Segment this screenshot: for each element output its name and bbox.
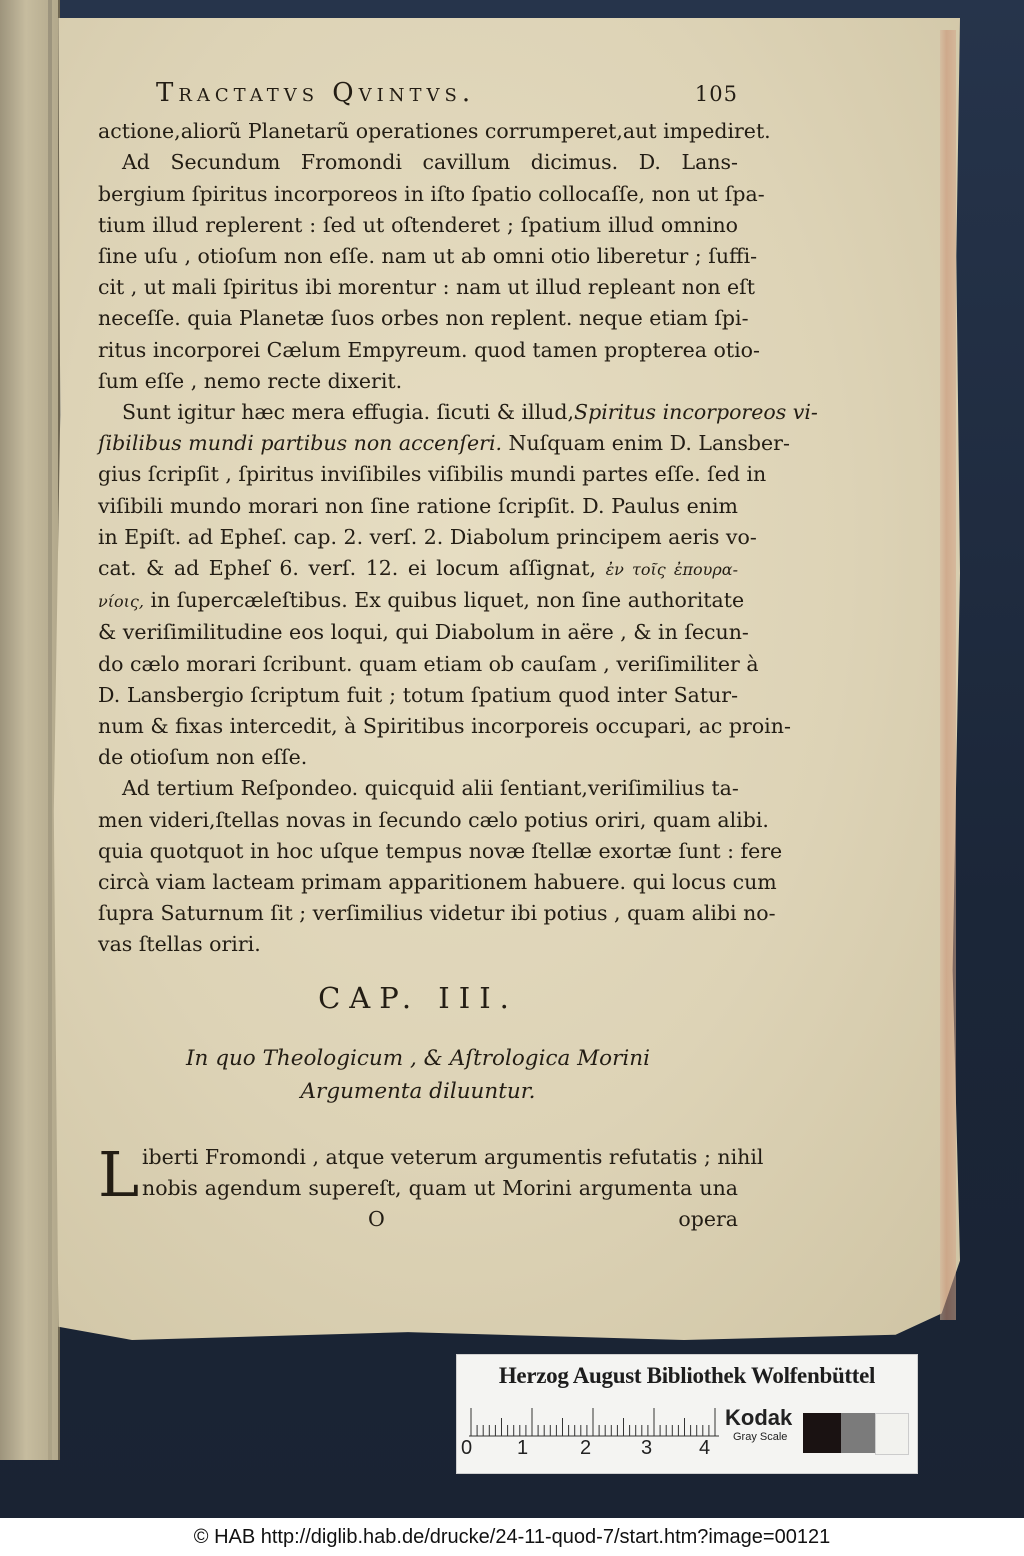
page-footer-marks [98,1204,738,1235]
greek-phrase: ἐν τοῖς ἐπουρα- [605,560,738,580]
running-header [156,78,738,110]
drop-cap: L [98,1137,140,1211]
text-line: & veriſimilitudine eos loqui, qui Diabolum in aëre , & in ſecun- [98,620,749,645]
card-title: Herzog August Bibliothek Wolfenbüttel [498,1363,876,1388]
color-calibration-card [456,1354,918,1474]
ruler-numbers [461,1437,711,1461]
text-line: men videri,ſtellas novas in ſecundo cælo potius oriri, quam alibi. [98,807,769,832]
text-line: actione,aliorũ Planetarũ operationes corrumperet,aut impediret. [98,119,771,144]
text-line: cat. & ad Epheſ 6. verſ. 12. ei locum aſſignat, ἐν τοῖς ἐπουρα- [98,556,738,581]
page-number: 105 [694,82,738,106]
ruler-number: 0 [461,1437,473,1459]
ruler-number: 1 [517,1437,529,1459]
ruler-number: 3 [641,1437,653,1459]
paragraph-3 [98,397,818,773]
signature-mark: O [368,1207,385,1232]
ruler-number: 2 [580,1437,592,1459]
text-line: tium illud replerent : ſed ut oſtenderet ; ſpatium illud omnino [98,212,738,237]
swatch-white [875,1413,909,1455]
text-line: vas ſtellas oriri. [98,932,261,957]
ruler-scale [469,1407,719,1437]
text-line: iberti Fromondi , atque veterum argumentis refutatis ; nihil [142,1144,764,1169]
chapter-heading: CAP. III. [318,980,518,1015]
previous-leaf-edge [0,0,60,1460]
italic-quote: ſibilibus mundi partibus non accenſeri. [98,431,503,456]
text-line: ſine uſu , otioſum non eſſe. nam ut ab omni otio liberetur ; ſuffi- [98,244,758,269]
text-line: ſum eſſe , nemo recte dixerit. [98,368,403,393]
header-title: Tractatvs Qvintvs. [156,78,476,108]
text-line: D. Lansbergio ſcriptum fuit ; totum ſpatium quod inter Satur- [98,682,738,707]
subtitle-line: Argumenta diluuntur. [300,1078,536,1104]
text-line: de otioſum non eſſe. [98,745,308,770]
text-line: Ad tertium Reſpondeo. quicquid alii ſentiant,veriſimilius ta- [122,776,739,801]
greek-phrase: νίοις, [98,592,144,612]
swatch-black [803,1413,841,1453]
text-line: Sunt igitur hæc mera effugia. ſicuti & illud,Spiritus incorporeos vi- [122,400,818,425]
chapter-subtitle [98,1042,738,1108]
italic-quote: Spiritus incorporeos vi- [574,400,818,425]
text-line: neceſſe. quia Planetæ ſuos orbes non replent. neque etiam ſpi- [98,306,749,331]
text-line: num & fixas intercedit, à Spiritibus incorporeis occupari, ac proin- [98,714,791,739]
page-text [98,78,818,1236]
text-line: ſupra Saturnum ſit ; verſimilius videtur ibi potius , quam alibi no- [98,901,776,926]
text-line: in Epiſt. ad Epheſ. cap. 2. verſ. 2. Diabolum principem aeris vo- [98,524,757,549]
page-red-edge [940,30,956,1320]
kodak-logo: Kodak [725,1405,793,1430]
text-line: νίοις, in ſupercæleſtibus. Ex quibus liquet, non ſine authoritate [98,588,745,613]
swatch-gray [841,1413,875,1453]
text-line: bergium ſpiritus incorporeos in iſto ſpatio collocaſſe, non ut ſpa- [98,181,765,206]
paragraph-2 [98,147,765,397]
text-line: circà viam lacteam primam apparitionem habuere. qui locus cum [98,870,777,895]
ruler-number: 4 [699,1437,711,1459]
subtitle-line: In quo Theologicum , & Aſtrologica Morini [186,1045,650,1071]
text-line: cit , ut mali ſpiritus ibi morentur : nam ut illud repleant non eſt [98,275,756,300]
catchword: opera [678,1207,738,1232]
copyright-footer: © HAB http://diglib.hab.de/drucke/24-11-quod-7/start.htm?image=00121 [0,1518,1024,1556]
text-line: viſibili mundo morari non ſine ratione ſcripſit. D. Paulus enim [98,493,738,518]
text-line: do cælo morari ſcribunt. quam etiam ob cauſam , veriſimiliter à [98,651,759,676]
text-line: gius ſcripſit , ſpiritus inviſibiles viſibilis mundi partes eſſe. ſed in [98,462,767,487]
paragraph-4 [98,773,783,960]
text-line: ritus incorporei Cælum Empyreum. quod tamen propterea otio- [98,337,760,362]
chapter-opening-paragraph [98,1137,764,1211]
text-line: Ad Secundum Fromondi cavillum dicimus. D. Lans- [122,150,738,175]
text-line: ſibilibus mundi partibus non accenſeri. Nuſquam enim D. Lansber- [98,431,790,456]
gray-scale-label: Gray Scale [733,1431,788,1443]
text-line: quia quotquot in hoc uſque tempus novæ ſtellæ exortæ ſunt : fere [98,838,783,863]
text-line: nobis agendum supereſt, quam ut Morini argumenta una [142,1176,738,1201]
paragraph-1 [98,116,771,147]
